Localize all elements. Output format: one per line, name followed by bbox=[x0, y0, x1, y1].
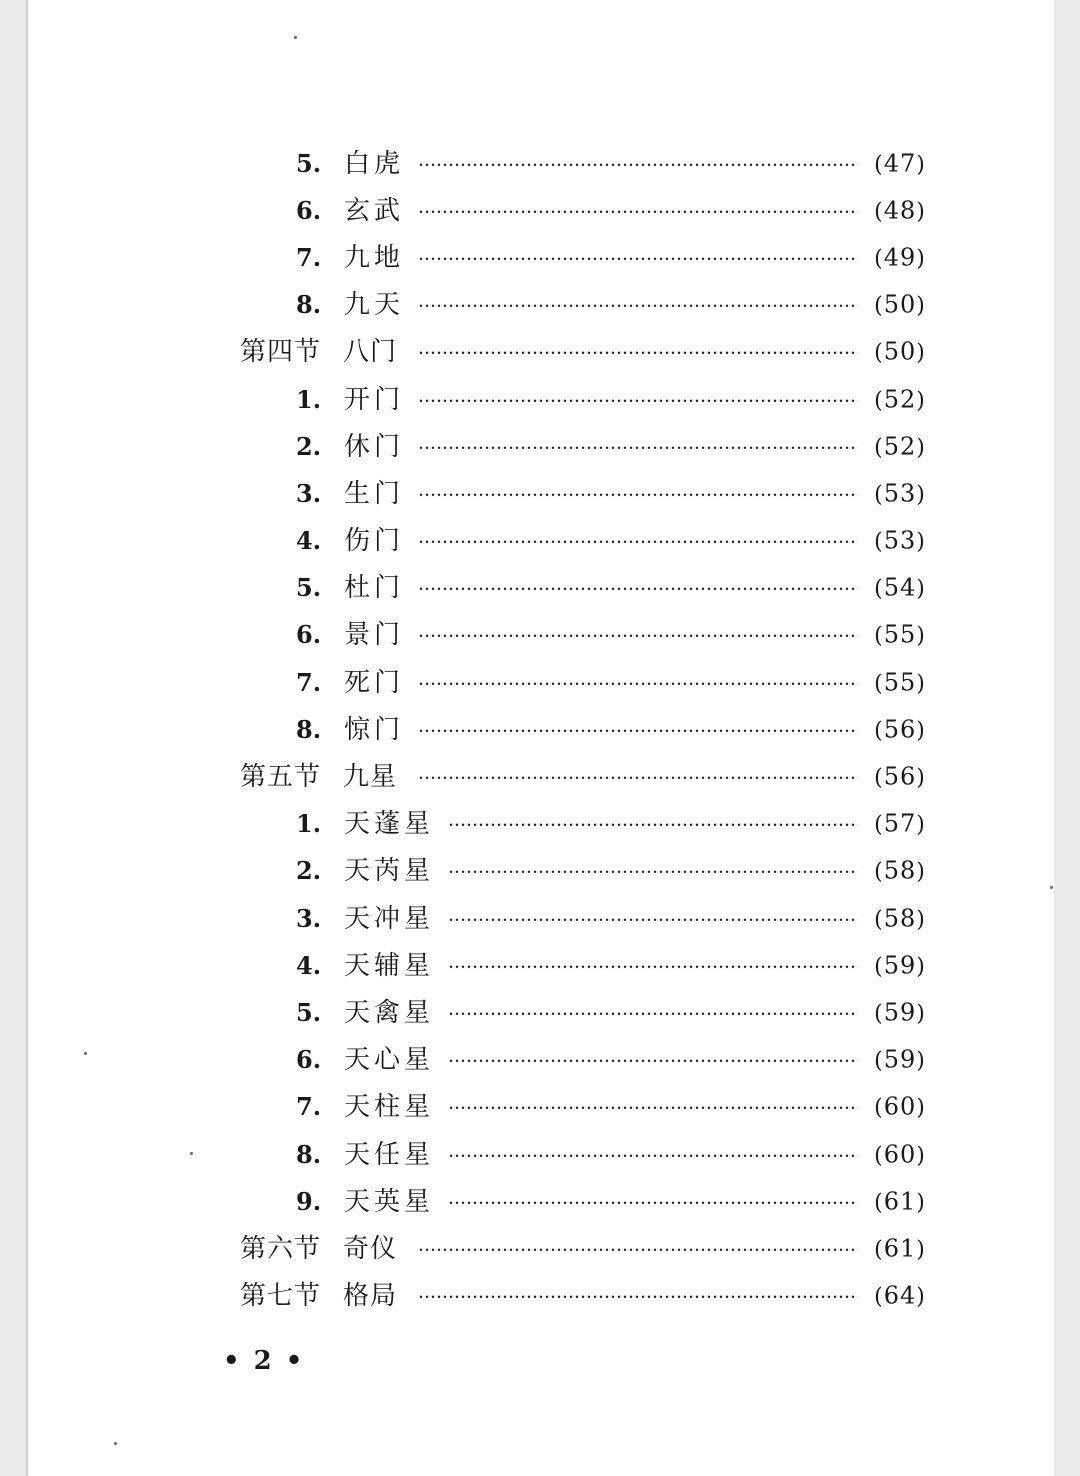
toc-page-number: 59 bbox=[883, 1045, 917, 1074]
toc-section-name: 奇仪 bbox=[343, 1233, 398, 1264]
toc-section-name: 八门 bbox=[343, 337, 398, 368]
toc-item-title: 开门 bbox=[344, 384, 405, 415]
toc-section-title bbox=[240, 762, 398, 793]
toc-item-row bbox=[28, 1178, 1056, 1225]
toc-page-number: 53 bbox=[883, 526, 917, 555]
toc-item-row bbox=[28, 659, 1056, 706]
left-paren: ( bbox=[874, 435, 884, 461]
toc-section-row bbox=[28, 1225, 1056, 1272]
toc-page-number: 55 bbox=[883, 668, 917, 697]
toc-page-number: 56 bbox=[883, 762, 917, 791]
toc-page-number: 49 bbox=[883, 243, 917, 272]
right-paren: ) bbox=[916, 1001, 926, 1027]
dot-leader bbox=[418, 681, 858, 685]
toc-item-row bbox=[28, 895, 1056, 942]
toc-section-row bbox=[28, 753, 1056, 800]
dot-leader bbox=[448, 1012, 858, 1016]
toc-section-label: 第四节 bbox=[240, 337, 322, 368]
toc-page-number: 58 bbox=[883, 904, 917, 933]
left-paren: ( bbox=[874, 954, 884, 980]
toc-page-reference bbox=[862, 762, 938, 791]
left-paren: ( bbox=[874, 293, 884, 319]
toc-item-title: 玄武 bbox=[344, 195, 405, 226]
toc-page-number: 48 bbox=[883, 196, 917, 225]
dot-leader bbox=[418, 210, 858, 214]
right-paren: ) bbox=[916, 435, 926, 461]
toc-item-title: 杜门 bbox=[344, 573, 405, 604]
toc-item-title: 天辅星 bbox=[344, 950, 435, 981]
toc-item-number: 1. bbox=[296, 384, 322, 414]
toc-item-row bbox=[28, 140, 1056, 187]
dot-leader bbox=[418, 162, 858, 166]
dot-leader bbox=[448, 917, 858, 921]
right-paren: ) bbox=[916, 388, 926, 414]
toc-item-row bbox=[28, 376, 1056, 423]
toc-page-number: 58 bbox=[883, 856, 917, 885]
toc-page-number: 57 bbox=[883, 809, 917, 838]
toc-item-title: 生门 bbox=[344, 478, 405, 509]
toc-item-number: 7. bbox=[296, 1092, 322, 1122]
right-paren: ) bbox=[916, 152, 926, 178]
left-paren: ( bbox=[874, 1095, 884, 1121]
toc-item-row bbox=[28, 612, 1056, 659]
toc-item-title: 天禽星 bbox=[344, 997, 435, 1028]
right-paren: ) bbox=[916, 954, 926, 980]
toc-item-title: 惊门 bbox=[344, 714, 405, 745]
toc-item-row bbox=[28, 423, 1056, 470]
dot-leader bbox=[448, 870, 858, 874]
toc-item-row bbox=[28, 470, 1056, 517]
toc-section-title bbox=[240, 1233, 398, 1264]
toc-item-title: 伤门 bbox=[344, 526, 405, 557]
toc-item-number: 5. bbox=[296, 573, 322, 603]
toc-item-title: 九地 bbox=[344, 242, 405, 273]
toc-page-number: 54 bbox=[883, 573, 917, 602]
toc-page-number: 61 bbox=[883, 1234, 917, 1263]
toc-item-row bbox=[28, 801, 1056, 848]
right-paren: ) bbox=[916, 199, 926, 225]
toc-page-reference bbox=[862, 809, 938, 838]
toc-item-number: 3. bbox=[296, 478, 322, 508]
dot-leader bbox=[448, 1059, 858, 1063]
toc-page-number: 60 bbox=[883, 1140, 917, 1169]
toc-page-reference bbox=[862, 245, 938, 270]
toc-item-number: 8. bbox=[296, 714, 322, 744]
toc-item-row bbox=[28, 1037, 1056, 1084]
left-paren: ( bbox=[874, 152, 884, 178]
toc-page-number: 59 bbox=[883, 951, 917, 980]
dot-leader bbox=[448, 823, 858, 827]
left-paren: ( bbox=[874, 623, 884, 649]
left-paren: ( bbox=[874, 576, 884, 602]
toc-page-reference bbox=[862, 573, 938, 602]
right-paren: ) bbox=[916, 907, 926, 933]
toc-item-title: 休门 bbox=[344, 431, 405, 462]
page-number-value: 2 bbox=[253, 1346, 286, 1376]
toc-page-reference bbox=[862, 434, 938, 459]
left-paren: ( bbox=[874, 1284, 884, 1310]
dot-leader bbox=[418, 634, 858, 638]
left-paren: ( bbox=[874, 859, 884, 885]
toc-item-number: 6. bbox=[296, 195, 322, 225]
toc-page-reference bbox=[862, 1281, 938, 1310]
scan-speck bbox=[114, 1442, 117, 1445]
toc-section-label: 第五节 bbox=[240, 762, 322, 793]
toc-page-reference bbox=[862, 953, 938, 978]
dot-leader bbox=[418, 776, 858, 780]
dot-leader bbox=[448, 1153, 858, 1157]
toc-item-row bbox=[28, 942, 1056, 989]
toc-section-name: 格局 bbox=[343, 1281, 398, 1312]
table-of-contents bbox=[28, 140, 1056, 1320]
toc-page-number: 52 bbox=[883, 385, 917, 414]
toc-item-title: 死门 bbox=[344, 667, 405, 698]
dot-leader bbox=[418, 398, 858, 402]
scan-speck bbox=[1050, 886, 1053, 889]
toc-item-row bbox=[28, 234, 1056, 281]
toc-item-number: 4. bbox=[296, 526, 322, 556]
toc-section-label: 第七节 bbox=[240, 1281, 322, 1312]
toc-page-number: 50 bbox=[883, 337, 917, 366]
toc-item-row bbox=[28, 187, 1056, 234]
toc-page-reference bbox=[862, 198, 938, 223]
dot-leader bbox=[418, 540, 858, 544]
toc-item-number: 1. bbox=[296, 809, 322, 839]
toc-item-number: 6. bbox=[296, 620, 322, 650]
toc-page-reference bbox=[862, 290, 938, 319]
toc-item-number: 2. bbox=[296, 431, 322, 461]
left-paren: ( bbox=[874, 340, 884, 366]
left-paren: ( bbox=[874, 765, 884, 791]
toc-section-title bbox=[240, 337, 398, 368]
toc-item-row bbox=[28, 565, 1056, 612]
toc-item-title: 天柱星 bbox=[344, 1092, 435, 1123]
left-paren: ( bbox=[874, 482, 884, 508]
dot-leader bbox=[418, 587, 858, 591]
toc-page-number: 61 bbox=[883, 1187, 917, 1216]
toc-page-reference bbox=[862, 856, 938, 885]
right-paren: ) bbox=[916, 812, 926, 838]
left-paren: ( bbox=[874, 1143, 884, 1169]
right-paren: ) bbox=[916, 1284, 926, 1310]
toc-item-title: 天心星 bbox=[344, 1045, 435, 1076]
toc-page-number: 59 bbox=[883, 998, 917, 1027]
toc-item-number: 5. bbox=[296, 148, 322, 178]
toc-item-title: 天芮星 bbox=[344, 856, 435, 887]
toc-item-row bbox=[28, 1131, 1056, 1178]
dot-leader bbox=[448, 1106, 858, 1110]
toc-item-row bbox=[28, 848, 1056, 895]
toc-section-row bbox=[28, 1273, 1056, 1320]
right-paren: ) bbox=[916, 482, 926, 508]
dot-leader bbox=[418, 257, 858, 261]
scan-speck bbox=[84, 1052, 87, 1055]
toc-item-number: 6. bbox=[296, 1045, 322, 1075]
left-paren: ( bbox=[874, 812, 884, 838]
toc-page-reference bbox=[862, 1142, 938, 1167]
toc-section-title bbox=[240, 1281, 398, 1312]
toc-item-title: 白虎 bbox=[344, 148, 405, 179]
toc-page-number: 50 bbox=[883, 290, 917, 319]
toc-page-reference bbox=[862, 151, 938, 176]
toc-item-number: 3. bbox=[296, 903, 322, 933]
toc-section-name: 九星 bbox=[343, 762, 398, 793]
right-paren: ) bbox=[916, 859, 926, 885]
toc-item-title: 景门 bbox=[344, 620, 405, 651]
toc-page-reference bbox=[862, 717, 938, 742]
left-paren: ( bbox=[874, 199, 884, 225]
dot-leader bbox=[418, 1248, 858, 1252]
toc-page-reference bbox=[862, 1189, 938, 1214]
right-paren: ) bbox=[916, 246, 926, 272]
toc-section-row bbox=[28, 329, 1056, 376]
document-page bbox=[26, 0, 1054, 1476]
left-paren: ( bbox=[874, 1048, 884, 1074]
toc-page-reference bbox=[862, 1236, 938, 1261]
left-paren: ( bbox=[874, 1237, 884, 1263]
toc-item-row bbox=[28, 706, 1056, 753]
toc-item-number: 9. bbox=[296, 1186, 322, 1216]
right-paren: ) bbox=[916, 1048, 926, 1074]
right-paren: ) bbox=[916, 765, 926, 791]
toc-page-reference bbox=[862, 526, 938, 555]
toc-item-number: 8. bbox=[296, 1139, 322, 1169]
left-paren: ( bbox=[874, 246, 884, 272]
right-paren: ) bbox=[916, 623, 926, 649]
right-paren: ) bbox=[916, 340, 926, 366]
dot-leader bbox=[418, 493, 858, 497]
toc-item-number: 5. bbox=[296, 997, 322, 1027]
right-paren: ) bbox=[916, 1095, 926, 1121]
dot-leader bbox=[418, 1295, 858, 1299]
right-paren: ) bbox=[916, 718, 926, 744]
toc-page-reference bbox=[862, 906, 938, 931]
right-paren: ) bbox=[916, 1190, 926, 1216]
right-paren: ) bbox=[916, 1143, 926, 1169]
toc-page-reference bbox=[862, 1045, 938, 1074]
toc-item-number: 7. bbox=[296, 242, 322, 272]
left-paren: ( bbox=[874, 388, 884, 414]
dot-leader bbox=[418, 446, 858, 450]
right-paren: ) bbox=[916, 529, 926, 555]
right-paren: ) bbox=[916, 576, 926, 602]
toc-item-number: 4. bbox=[296, 950, 322, 980]
toc-page-reference bbox=[862, 620, 938, 649]
toc-page-number: 64 bbox=[883, 1281, 917, 1310]
toc-item-number: 8. bbox=[296, 290, 322, 320]
toc-page-number: 55 bbox=[883, 620, 917, 649]
dot-leader bbox=[418, 729, 858, 733]
toc-page-reference bbox=[862, 670, 938, 695]
left-paren: ( bbox=[874, 718, 884, 744]
right-paren: ) bbox=[916, 1237, 926, 1263]
toc-item-number: 7. bbox=[296, 667, 322, 697]
toc-item-title: 天任星 bbox=[344, 1139, 435, 1170]
toc-page-number: 47 bbox=[883, 149, 917, 178]
toc-item-title: 天英星 bbox=[344, 1186, 435, 1217]
toc-page-reference bbox=[862, 1000, 938, 1025]
toc-page-reference bbox=[862, 1092, 938, 1121]
toc-item-row bbox=[28, 1084, 1056, 1131]
scan-speck bbox=[294, 36, 297, 39]
dot-leader bbox=[418, 304, 858, 308]
left-paren: ( bbox=[874, 671, 884, 697]
toc-page-number: 60 bbox=[883, 1092, 917, 1121]
toc-page-reference bbox=[862, 387, 938, 412]
toc-page-reference bbox=[862, 481, 938, 506]
left-paren: ( bbox=[874, 907, 884, 933]
toc-item-row bbox=[28, 282, 1056, 329]
toc-page-number: 56 bbox=[883, 715, 917, 744]
dot-leader bbox=[448, 965, 858, 969]
toc-item-title: 天冲星 bbox=[344, 903, 435, 934]
toc-item-row bbox=[28, 518, 1056, 565]
toc-page-reference bbox=[862, 337, 938, 366]
dot-leader bbox=[448, 1201, 858, 1205]
page-number: •2• bbox=[223, 1346, 317, 1376]
toc-item-title: 九天 bbox=[344, 290, 405, 321]
dot-leader bbox=[418, 351, 858, 355]
right-paren: ) bbox=[916, 293, 926, 319]
left-paren: ( bbox=[874, 1190, 884, 1216]
toc-item-title: 天蓬星 bbox=[344, 809, 435, 840]
left-paren: ( bbox=[874, 529, 884, 555]
scan-speck bbox=[190, 1152, 193, 1155]
toc-page-number: 52 bbox=[883, 432, 917, 461]
toc-item-row bbox=[28, 989, 1056, 1036]
toc-section-label: 第六节 bbox=[240, 1233, 322, 1264]
toc-item-number: 2. bbox=[296, 856, 322, 886]
toc-page-number: 53 bbox=[883, 479, 917, 508]
right-paren: ) bbox=[916, 671, 926, 697]
left-paren: ( bbox=[874, 1001, 884, 1027]
